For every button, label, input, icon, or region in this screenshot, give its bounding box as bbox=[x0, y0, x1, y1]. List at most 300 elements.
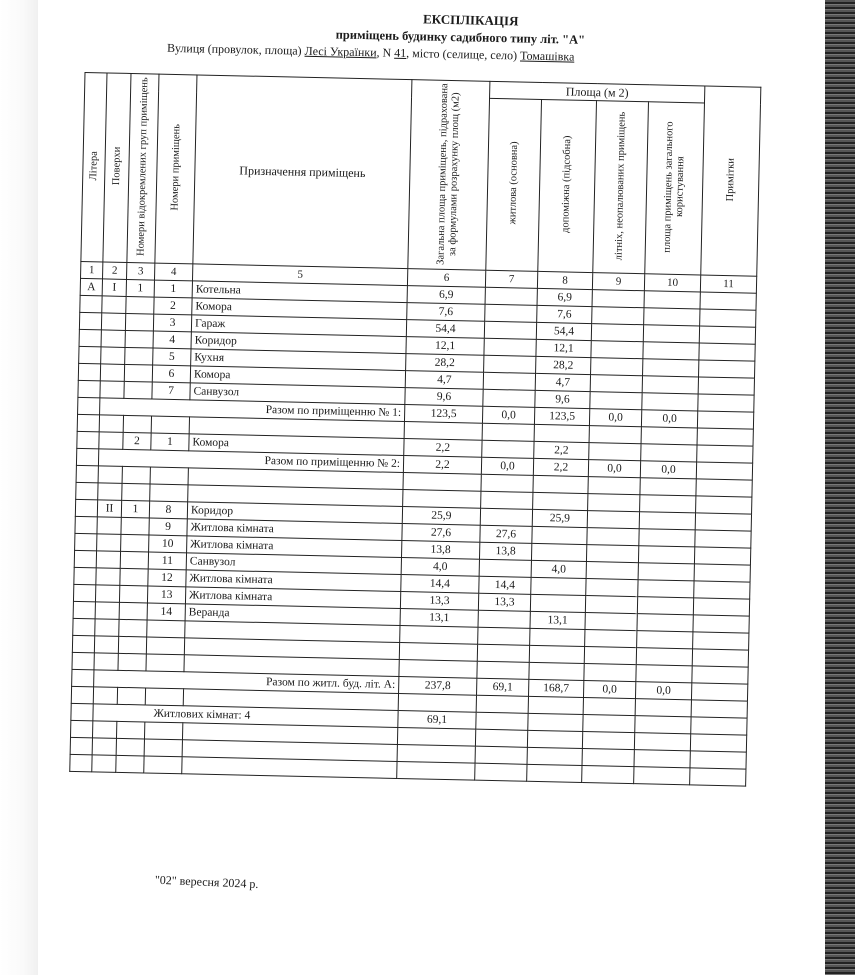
cell-summer-area bbox=[591, 324, 643, 342]
cell-common-area: 0,0 bbox=[635, 682, 691, 700]
cell-aux-area bbox=[530, 594, 585, 612]
cell-common-area bbox=[643, 325, 699, 343]
cell-litera bbox=[80, 295, 102, 312]
cell-room-number: 10 bbox=[149, 535, 187, 553]
cell-room-purpose bbox=[182, 757, 397, 779]
cell-total-area: 69,1 bbox=[398, 710, 476, 729]
cell-summer-area bbox=[582, 749, 634, 767]
cell-living-area bbox=[475, 763, 527, 781]
cell-room-number: 6 bbox=[152, 365, 190, 383]
cell-aux-area: 123,5 bbox=[534, 407, 589, 425]
cell-floor bbox=[96, 568, 120, 586]
cell-notes bbox=[690, 768, 746, 786]
cell-group bbox=[124, 364, 152, 382]
cell-common-area bbox=[639, 512, 695, 530]
cell-common-area bbox=[641, 444, 697, 462]
document-date: "02" вересня 2024 р. bbox=[154, 872, 259, 892]
cell-litera bbox=[75, 516, 97, 533]
cell-total-area: 13,8 bbox=[402, 541, 480, 560]
cell-common-area bbox=[635, 699, 691, 717]
cell-room-purpose: Санвузол bbox=[190, 383, 405, 405]
cell-litera bbox=[72, 635, 94, 652]
cell-room-number: 2 bbox=[154, 297, 192, 315]
cell-group bbox=[116, 721, 144, 739]
cell-total-area: 6,9 bbox=[407, 286, 485, 305]
cell-room-purpose: Комора bbox=[190, 366, 405, 388]
cell-litera bbox=[71, 686, 93, 703]
cell-notes bbox=[691, 700, 747, 718]
cell-living-area bbox=[485, 304, 537, 322]
cell-aux-area bbox=[533, 492, 588, 510]
cell-living-area: 27,6 bbox=[480, 525, 532, 543]
cell-total-area: 27,6 bbox=[402, 524, 480, 543]
cell-room-number bbox=[150, 467, 188, 485]
cell-notes bbox=[691, 717, 747, 735]
cell-aux-area bbox=[530, 628, 585, 646]
cell-group bbox=[119, 602, 147, 620]
cell-group bbox=[119, 619, 147, 637]
cell-total-area: 4,0 bbox=[401, 558, 479, 577]
cell-common-area bbox=[639, 529, 695, 547]
cell-group bbox=[123, 415, 151, 433]
cell-group bbox=[120, 551, 148, 569]
cell-floor: II bbox=[97, 500, 121, 518]
cell-group bbox=[125, 347, 153, 365]
cell-room-purpose: Кухня bbox=[191, 349, 406, 371]
cell-notes bbox=[690, 734, 746, 752]
cell-total-area: 13,3 bbox=[400, 592, 478, 611]
cell-room-purpose: Комора bbox=[192, 298, 407, 320]
cell-summer-area bbox=[591, 358, 643, 376]
cell-floor bbox=[95, 619, 119, 637]
cell-room-purpose: Житлова кімната bbox=[185, 587, 400, 609]
cell-floor bbox=[92, 738, 116, 756]
cell-common-area bbox=[637, 631, 693, 649]
cell-floor bbox=[102, 296, 126, 314]
cell-litera bbox=[79, 346, 101, 363]
column-number: 4 bbox=[154, 263, 192, 281]
cell-living-area bbox=[475, 746, 527, 764]
cell-group: 1 bbox=[121, 500, 149, 518]
cell-living-area bbox=[479, 559, 531, 577]
cell-room-number: 7 bbox=[152, 382, 190, 400]
house-number: 41 bbox=[394, 45, 407, 60]
cell-summer-area bbox=[583, 698, 635, 716]
cell-summer-area: 0,0 bbox=[588, 460, 640, 478]
cell-litera bbox=[79, 329, 101, 346]
cell-summer-area bbox=[582, 766, 634, 784]
cell-notes bbox=[699, 326, 755, 344]
cell-summer-area bbox=[589, 426, 641, 444]
cell-floor bbox=[97, 534, 121, 552]
cell-notes bbox=[697, 411, 753, 429]
summary-label: Разом по житл. буд. літ. А: bbox=[94, 670, 399, 694]
cell-room-purpose: Коридор bbox=[187, 502, 402, 524]
cell-aux-area bbox=[528, 713, 583, 731]
city-name: Томашівка bbox=[519, 48, 575, 64]
cell-room-number bbox=[145, 688, 183, 706]
cell-litera bbox=[74, 567, 96, 584]
cell-summer-area bbox=[592, 307, 644, 325]
cell-summer-area bbox=[583, 715, 635, 733]
cell-living-area bbox=[478, 610, 530, 628]
table-body bbox=[70, 278, 757, 786]
cell-common-area: 0,0 bbox=[640, 461, 696, 479]
cell-group bbox=[121, 534, 149, 552]
cell-floor bbox=[92, 721, 116, 739]
cell-summer-area bbox=[592, 290, 644, 308]
cell-summer-area bbox=[590, 375, 642, 393]
cell-aux-area bbox=[529, 645, 584, 663]
address-prefix: Вулиця (провулок, площа) bbox=[166, 40, 302, 58]
cell-aux-area: 6,9 bbox=[537, 288, 592, 306]
cell-total-area: 7,6 bbox=[407, 303, 485, 322]
cell-summer-area bbox=[585, 630, 637, 648]
cell-room-number: 1 bbox=[154, 280, 192, 298]
cell-summer-area: 0,0 bbox=[589, 409, 641, 427]
header-purpose: Призначення приміщень bbox=[193, 75, 412, 269]
cell-room-number: 13 bbox=[147, 586, 185, 604]
cell-living-area bbox=[484, 321, 536, 339]
cell-summer-area bbox=[582, 732, 634, 750]
cell-aux-area bbox=[531, 543, 586, 561]
cell-room-number bbox=[146, 637, 184, 655]
cell-group bbox=[125, 330, 153, 348]
cell-floor bbox=[92, 755, 116, 773]
column-number: 6 bbox=[407, 269, 485, 288]
cell-summer-area bbox=[585, 613, 637, 631]
cell-floor bbox=[95, 602, 119, 620]
cell-living-area: 13,8 bbox=[479, 542, 531, 560]
cell-aux-area: 13,1 bbox=[530, 611, 585, 629]
cell-notes bbox=[696, 479, 752, 497]
cell-total-area: 9,6 bbox=[405, 388, 483, 407]
cell-living-area bbox=[477, 661, 529, 679]
cell-floor bbox=[98, 466, 122, 484]
cell-aux-area bbox=[527, 730, 582, 748]
cell-notes bbox=[700, 309, 756, 327]
header-total-area: Загальна площа приміщень, підрахована за формулами розрахунку площ (м2) bbox=[408, 80, 490, 271]
city-label: , місто (селище, село) bbox=[406, 45, 518, 63]
street-name: Лесі Українки bbox=[304, 43, 377, 60]
header-litera: Літера bbox=[81, 72, 107, 261]
header-room-number: Номери приміщень bbox=[155, 74, 197, 264]
cell-floor bbox=[93, 687, 117, 705]
cell-common-area bbox=[634, 733, 690, 751]
cell-room-purpose: Санвузол bbox=[186, 553, 401, 575]
cell-aux-area: 9,6 bbox=[535, 390, 590, 408]
cell-litera bbox=[75, 499, 97, 516]
cell-aux-area bbox=[528, 696, 583, 714]
cell-common-area bbox=[636, 648, 692, 666]
cell-common-area bbox=[634, 750, 690, 768]
cell-notes bbox=[699, 343, 755, 361]
cell-floor: I bbox=[102, 279, 126, 297]
cell-litera bbox=[79, 312, 101, 329]
cell-notes bbox=[696, 496, 752, 514]
cell-common-area bbox=[643, 359, 699, 377]
header-common: площа приміщень загального користування bbox=[645, 102, 705, 275]
header-living: житлова (основна) bbox=[486, 98, 542, 271]
scan-edge-right bbox=[825, 0, 855, 975]
number-label: , N bbox=[376, 45, 392, 60]
cell-notes bbox=[694, 564, 750, 582]
summary-label: Житлових кімнат: 4 bbox=[93, 704, 398, 728]
cell-living-area bbox=[477, 644, 529, 662]
header-notes: Примітки bbox=[701, 86, 761, 276]
cell-summer-area bbox=[591, 341, 643, 359]
cell-common-area bbox=[635, 716, 691, 734]
summary-label: Разом по приміщенню № 1: bbox=[100, 398, 405, 422]
cell-total-area: 14,4 bbox=[401, 575, 479, 594]
cell-common-area bbox=[641, 427, 697, 445]
cell-notes bbox=[695, 530, 751, 548]
cell-aux-area bbox=[527, 764, 582, 782]
header-groups: Номери відокремлених груп приміщень bbox=[127, 73, 159, 263]
cell-floor bbox=[101, 313, 125, 331]
cell-floor bbox=[99, 415, 123, 433]
header-area-group: Площа (м 2) bbox=[490, 81, 705, 103]
cell-room-number: 9 bbox=[149, 518, 187, 536]
column-number: 7 bbox=[485, 270, 537, 288]
cell-room-number: 1 bbox=[151, 433, 189, 451]
cell-living-area bbox=[478, 627, 530, 645]
cell-floor bbox=[96, 551, 120, 569]
cell-litera bbox=[70, 754, 92, 771]
cell-litera bbox=[76, 482, 98, 499]
cell-living-area bbox=[484, 338, 536, 356]
cell-notes bbox=[693, 598, 749, 616]
cell-notes bbox=[696, 462, 752, 480]
cell-aux-area: 28,2 bbox=[536, 356, 591, 374]
cell-litera bbox=[73, 584, 95, 601]
cell-total-area: 13,1 bbox=[400, 609, 478, 628]
cell-litera bbox=[78, 363, 100, 380]
cell-group bbox=[122, 483, 150, 501]
cell-litera bbox=[76, 448, 98, 465]
cell-litera bbox=[72, 652, 94, 669]
doc-title: ЕКСПЛІКАЦІЯ bbox=[422, 11, 519, 29]
cell-notes bbox=[698, 394, 754, 412]
cell-summer-area bbox=[584, 664, 636, 682]
cell-room-number bbox=[144, 739, 182, 757]
cell-group bbox=[116, 738, 144, 756]
cell-total-area: 12,1 bbox=[406, 337, 484, 356]
cell-summer-area bbox=[586, 545, 638, 563]
cell-room-purpose: Котельна bbox=[192, 281, 407, 303]
cell-living-area: 13,3 bbox=[478, 593, 530, 611]
cell-notes bbox=[699, 360, 755, 378]
cell-group bbox=[122, 466, 150, 484]
cell-aux-area: 2,2 bbox=[534, 441, 589, 459]
cell-room-purpose: Житлова кімната bbox=[187, 519, 402, 541]
document-page bbox=[38, 0, 825, 975]
cell-room-number bbox=[144, 756, 182, 774]
cell-litera bbox=[74, 550, 96, 567]
doc-subtitle: приміщень будинку садибного типу літ. "А" bbox=[335, 27, 586, 47]
cell-total-area: 2,2 bbox=[404, 439, 482, 458]
cell-notes bbox=[694, 581, 750, 599]
cell-room-number: 11 bbox=[148, 552, 186, 570]
cell-room-number: 14 bbox=[147, 603, 185, 621]
cell-room-number bbox=[147, 620, 185, 638]
cell-notes bbox=[700, 292, 756, 310]
cell-living-area: 69,1 bbox=[477, 678, 529, 696]
cell-notes bbox=[694, 547, 750, 565]
cell-total-area: 2,2 bbox=[403, 456, 481, 475]
cell-litera bbox=[72, 669, 94, 686]
cell-litera bbox=[73, 601, 95, 618]
cell-notes bbox=[695, 513, 751, 531]
cell-notes bbox=[692, 666, 748, 684]
cell-living-area: 0,0 bbox=[481, 457, 533, 475]
cell-room-number bbox=[144, 722, 182, 740]
cell-total-area: 4,7 bbox=[405, 371, 483, 390]
cell-total-area bbox=[400, 625, 478, 644]
cell-total-area bbox=[399, 642, 477, 661]
cell-floor bbox=[100, 381, 124, 399]
cell-aux-area: 4,0 bbox=[531, 560, 586, 578]
cell-group: 2 bbox=[123, 432, 151, 450]
cell-group bbox=[126, 296, 154, 314]
cell-group bbox=[118, 653, 146, 671]
cell-living-area bbox=[483, 389, 535, 407]
cell-notes bbox=[690, 751, 746, 769]
cell-group bbox=[120, 568, 148, 586]
cell-common-area bbox=[640, 478, 696, 496]
cell-total-area bbox=[397, 727, 475, 746]
cell-total-area bbox=[403, 490, 481, 509]
cell-litera: А bbox=[80, 278, 102, 295]
cell-aux-area bbox=[529, 662, 584, 680]
cell-summer-area bbox=[587, 511, 639, 529]
cell-room-purpose: Коридор bbox=[191, 332, 406, 354]
cell-room-purpose: Житлова кімната bbox=[187, 536, 402, 558]
document-content bbox=[85, 4, 776, 892]
cell-group bbox=[118, 636, 146, 654]
scan-margin-left bbox=[0, 0, 38, 975]
cell-room-purpose: Веранда bbox=[185, 604, 400, 626]
cell-group bbox=[125, 313, 153, 331]
header-floors: Поверхи bbox=[103, 73, 131, 262]
cell-notes bbox=[698, 377, 754, 395]
cell-notes bbox=[692, 649, 748, 667]
cell-living-area bbox=[481, 474, 533, 492]
cell-common-area: 0,0 bbox=[641, 410, 697, 428]
header-auxiliary: допоміжна (підсобна) bbox=[538, 99, 597, 272]
cell-summer-area bbox=[590, 392, 642, 410]
cell-aux-area: 12,1 bbox=[536, 339, 591, 357]
cell-summer-area bbox=[588, 477, 640, 495]
cell-living-area: 14,4 bbox=[479, 576, 531, 594]
cell-litera bbox=[73, 618, 95, 635]
cell-litera bbox=[78, 380, 100, 397]
cell-litera bbox=[71, 703, 93, 720]
cell-total-area: 123,5 bbox=[404, 405, 482, 424]
cell-living-area bbox=[480, 508, 532, 526]
cell-common-area bbox=[636, 665, 692, 683]
cell-room-number: 4 bbox=[153, 331, 191, 349]
cell-living-area: 0,0 bbox=[482, 406, 534, 424]
cell-floor bbox=[94, 636, 118, 654]
cell-total-area: 54,4 bbox=[406, 320, 484, 339]
cell-total-area bbox=[397, 761, 475, 780]
cell-common-area bbox=[640, 495, 696, 513]
cell-room-purpose: Гараж bbox=[191, 315, 406, 337]
cell-living-area bbox=[476, 712, 528, 730]
column-number: 3 bbox=[127, 262, 155, 280]
cell-floor bbox=[95, 585, 119, 603]
cell-floor bbox=[100, 364, 124, 382]
cell-summer-area bbox=[588, 494, 640, 512]
cell-room-number: 12 bbox=[148, 569, 186, 587]
cell-notes bbox=[697, 428, 753, 446]
cell-total-area bbox=[399, 659, 477, 678]
cell-common-area bbox=[637, 614, 693, 632]
cell-common-area bbox=[642, 376, 698, 394]
cell-living-area bbox=[482, 423, 534, 441]
cell-summer-area bbox=[584, 647, 636, 665]
cell-summer-area bbox=[586, 579, 638, 597]
cell-group bbox=[119, 585, 147, 603]
cell-living-area bbox=[482, 440, 534, 458]
cell-aux-area bbox=[527, 747, 582, 765]
cell-litera bbox=[78, 397, 100, 414]
cell-aux-area: 7,6 bbox=[537, 305, 592, 323]
cell-summer-area bbox=[586, 562, 638, 580]
cell-common-area bbox=[637, 597, 693, 615]
cell-living-area bbox=[481, 491, 533, 509]
cell-total-area: 25,9 bbox=[402, 507, 480, 526]
header-summer: літніх, неопалюваних приміщень bbox=[593, 101, 649, 274]
cell-room-purpose: Комора bbox=[189, 434, 404, 456]
cell-aux-area bbox=[534, 424, 589, 442]
cell-total-area bbox=[398, 693, 476, 712]
cell-floor bbox=[97, 517, 121, 535]
cell-common-area bbox=[638, 580, 694, 598]
cell-group bbox=[121, 517, 149, 535]
column-number: 11 bbox=[700, 275, 756, 293]
cell-litera bbox=[77, 414, 99, 431]
cell-room-number: 8 bbox=[149, 501, 187, 519]
cell-total-area: 237,8 bbox=[399, 676, 477, 695]
cell-floor bbox=[101, 347, 125, 365]
cell-floor bbox=[99, 432, 123, 450]
cell-aux-area bbox=[533, 475, 588, 493]
cell-group bbox=[117, 687, 145, 705]
cell-aux-area: 168,7 bbox=[529, 679, 584, 697]
cell-room-number: 5 bbox=[153, 348, 191, 366]
cell-room-purpose: Житлова кімната bbox=[186, 570, 401, 592]
cell-living-area bbox=[483, 372, 535, 390]
cell-total-area bbox=[404, 422, 482, 441]
cell-group bbox=[124, 381, 152, 399]
cell-summer-area: 0,0 bbox=[583, 681, 635, 699]
column-number: 2 bbox=[103, 262, 127, 280]
cell-room-number bbox=[146, 654, 184, 672]
cell-group: 1 bbox=[126, 279, 154, 297]
cell-total-area: 28,2 bbox=[406, 354, 484, 373]
cell-living-area bbox=[485, 287, 537, 305]
column-number: 9 bbox=[592, 273, 644, 291]
cell-floor bbox=[98, 483, 122, 501]
cell-summer-area bbox=[585, 596, 637, 614]
column-number: 8 bbox=[537, 271, 592, 289]
cell-summer-area bbox=[587, 528, 639, 546]
cell-aux-area: 2,2 bbox=[533, 458, 588, 476]
header-row bbox=[85, 72, 761, 104]
cell-common-area bbox=[638, 546, 694, 564]
